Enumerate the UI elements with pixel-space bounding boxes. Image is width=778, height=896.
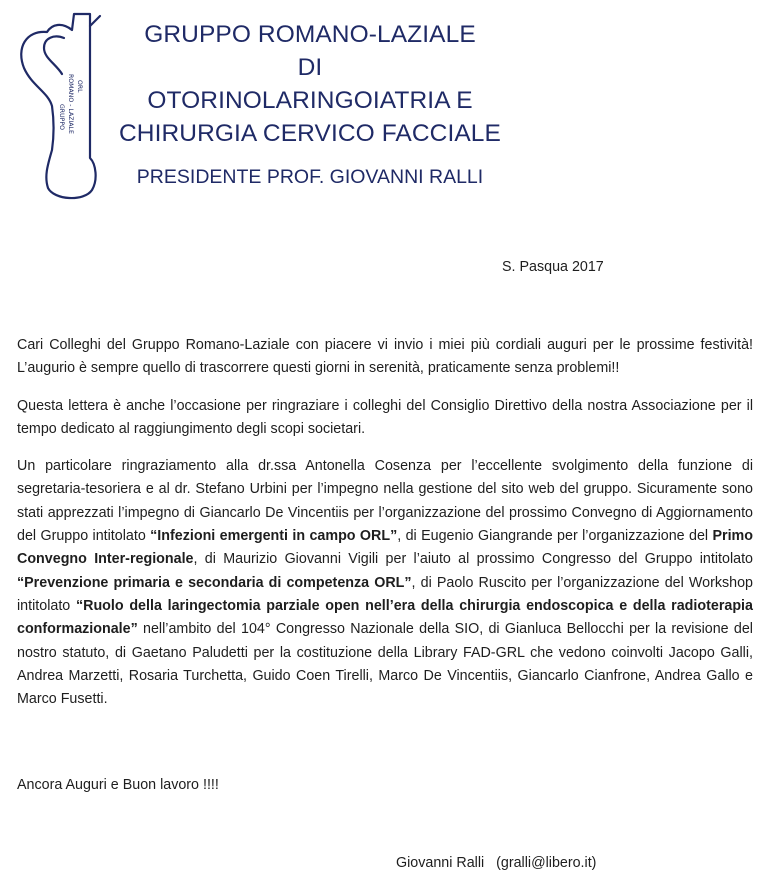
- event-title-prevenzione: “Prevenzione primaria e secondaria di competenza ORL”: [17, 574, 412, 591]
- closing-line: Ancora Auguri e Buon lavoro !!!!: [17, 777, 219, 793]
- logo-emblem: [14, 8, 106, 204]
- letter-body: [17, 334, 753, 725]
- ack-text-4: , di Paolo Ruscito per l’organizzazione del Workshop intitolato: [17, 574, 753, 614]
- ack-text-5: nell’ambito del 104° Congresso Nazionale della SIO, di Gianluca Bellocchi per la revisione del nostro statuto, di Gaetano Paludetti per la costituzione della Library FAD-GRL che vedono coinvolti Jacopo Galli, Andrea Marzetti, Rosaria Turchetta, Guido Coen Tirelli, Marco De Vincentiis, Giancarlo Cianfrone, Andrea Gallo e Marco Fusetti.: [17, 621, 753, 708]
- ack-text-2: , di Eugenio Giangrande per l’organizzazione del: [397, 528, 713, 545]
- header-line-2: DI: [297, 54, 323, 81]
- header-line-4: CHIRURGIA CERVICO FACCIALE: [119, 120, 501, 147]
- header-line-3: OTORINOLARINGOIATRIA E: [147, 87, 473, 114]
- svg-text:ORL: ORL: [76, 80, 83, 93]
- paragraph-greeting: Cari Colleghi del Gruppo Romano-Laziale con piacere vi invio i miei più cordiali auguri per le prossime festività! L’augurio è sempre quello di trascorrere questi giorni in serenità, praticamente senza problemi!!: [17, 337, 753, 377]
- signature: Giovanni Ralli (gralli@libero.it): [396, 855, 597, 871]
- svg-text:ROMANO - LAZIALE: ROMANO - LAZIALE: [67, 74, 74, 134]
- paragraph-acknowledgements: [17, 455, 753, 711]
- organization-logo: [14, 8, 106, 204]
- president-line: PRESIDENTE PROF. GIOVANNI RALLI: [136, 166, 484, 188]
- header-line-1: GRUPPO ROMANO-LAZIALE: [144, 21, 476, 48]
- event-title-infezioni: “Infezioni emergenti in campo ORL”: [150, 528, 398, 545]
- paragraph-board-thanks: Questa lettera è anche l’occasione per ringraziare i colleghi del Consiglio Direttivo della nostra Associazione per il tempo dedicato al raggiungimento degli scopi societari.: [17, 397, 753, 437]
- ack-text-1: Un particolare ringraziamento alla dr.ssa Antonella Cosenza per l’eccellente svolgimento della funzione di segretaria-tesoriera e al dr. Stefano Urbini per l’impegno nella gestione del sito web del gruppo. Sicuramente sono stati apprezzati l’impegno di Giancarlo De Vincentiis per l’organizzazione del prossimo Convegno di Aggiornamento del Gruppo intitolato: [17, 458, 753, 545]
- letter-date: S. Pasqua 2017: [502, 259, 604, 275]
- organization-header: [110, 18, 510, 190]
- event-title-laringectomia: “Ruolo della laringectomia parziale open nell’era della chirurgia endoscopica e della radioterapia conformazionale”: [17, 597, 753, 638]
- ack-text-3: , di Maurizio Giovanni Vigili per l’aiuto al prossimo Congresso del Gruppo intitolato: [193, 551, 754, 568]
- svg-text:GRUPPO: GRUPPO: [58, 104, 65, 130]
- event-title-primo-convegno: Primo Convegno Inter-regionale: [17, 528, 753, 568]
